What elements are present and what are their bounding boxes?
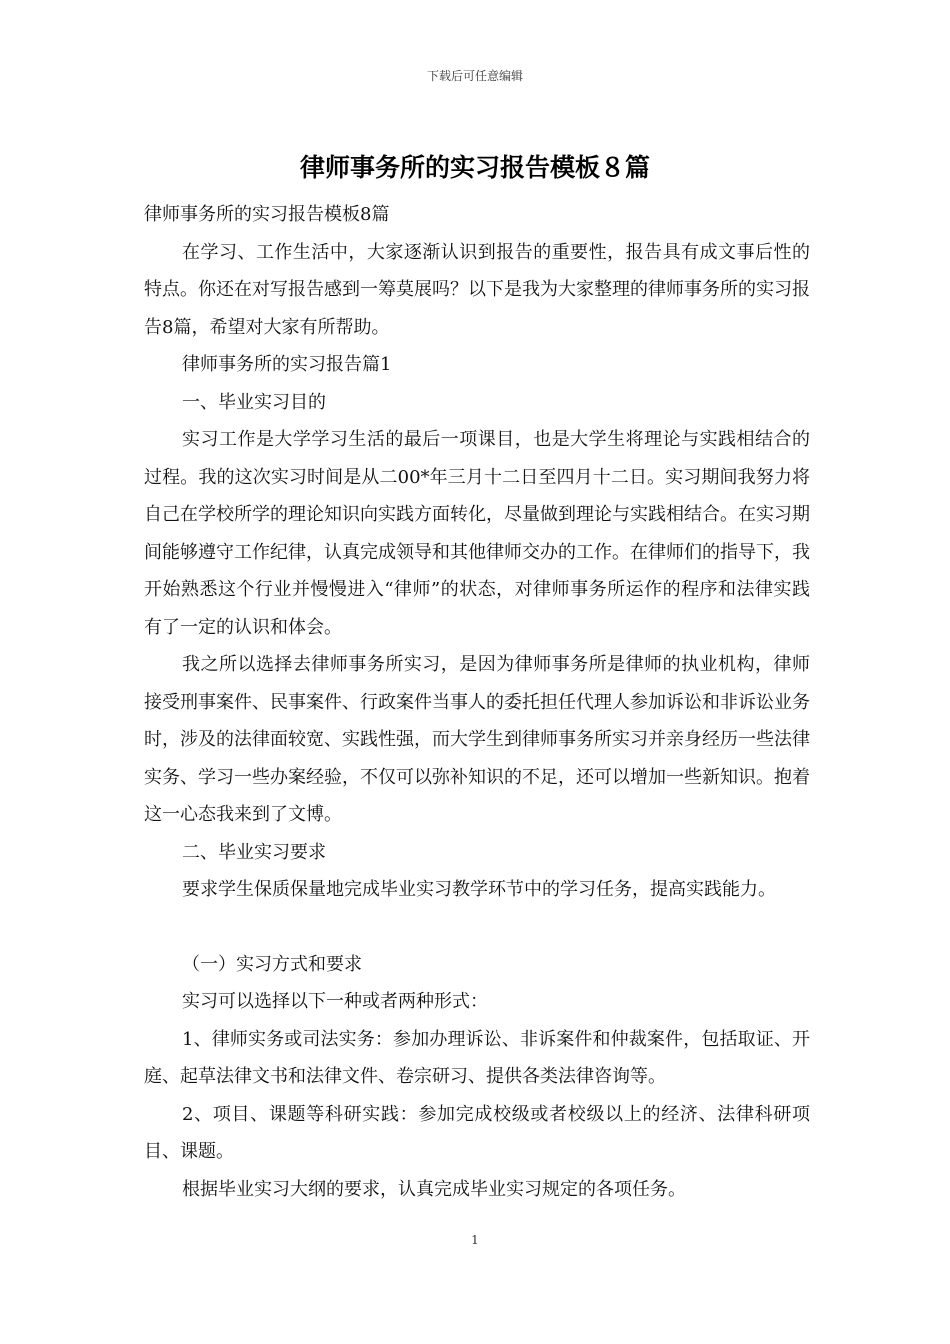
body-paragraph: 根据毕业实习大纲的要求，认真完成毕业实习规定的各项任务。	[182, 1178, 686, 1200]
subtitle-paragraph: 律师事务所的实习报告模板8篇	[144, 204, 390, 225]
body-paragraph: 实习工作是大学学习生活的最后一项课目，也是大学生将理论与实践相结合的过程。我的这次实习时间是从二00*年三月十二日至四月十二日。实习期间我努力将自己在学校所学的理论知识向实践方面转化，尽量做到理论与实践相结合。在实习期间能够遵守工作纪律，认真完成领导和其他律师交办的工作。在律师们的指导下，我开始熟悉这个行业并慢慢进入“律师”的状态，对律师事务所运作的程序和法律实践有了一定的认识和体会。	[144, 429, 810, 638]
list-item: 2、项目、课题等科研实践：参加完成校级或者校级以上的经济、法律科研项目、课题。	[144, 1103, 810, 1162]
body-paragraph: 实习可以选择以下一种或者两种形式：	[182, 991, 488, 1012]
body-paragraph: 我之所以选择去律师事务所实习，是因为律师事务所是律师的执业机构，律师接受刑事案件、民事案件、行政案件当事人的委托担任代理人参加诉讼和非诉讼业务时，涉及的法律面较宽、实践性强，而大学生到律师事务所实习并亲身经历一些法律实务、学习一些办案经验，不仅可以弥补知识的不足，还可以增加一些新知识。抱着这一心态我来到了文博。	[144, 654, 810, 825]
list-item: 1、律师实务或司法实务：参加办理诉讼、非诉案件和仲裁案件，包括取证、开庭、起草法律文书和法律文件、卷宗研习、提供各类法律咨询等。	[144, 1028, 810, 1087]
heading-internship-purpose: 一、毕业实习目的	[182, 391, 326, 413]
section-heading-report-1: 律师事务所的实习报告篇1	[182, 354, 392, 375]
intro-paragraph: 在学习、工作生活中，大家逐渐认识到报告的重要性，报告具有成文事后性的特点。你还在对写报告感到一筹莫展吗？以下是我为大家整理的律师事务所的实习报告8篇，希望对大家有所帮助。	[144, 241, 810, 338]
document-body	[144, 196, 810, 1208]
header-note: 下载后可任意编辑	[426, 69, 523, 83]
document-title: 律师事务所的实习报告模板８篇	[299, 153, 650, 182]
page-number: 1	[471, 1233, 479, 1247]
body-paragraph: 要求学生保质保量地完成毕业实习教学环节中的学习任务，提高实践能力。	[182, 879, 776, 900]
heading-internship-requirements: 二、毕业实习要求	[182, 841, 326, 863]
heading-internship-methods: （一）实习方式和要求	[182, 953, 362, 975]
blank-line	[144, 909, 810, 946]
